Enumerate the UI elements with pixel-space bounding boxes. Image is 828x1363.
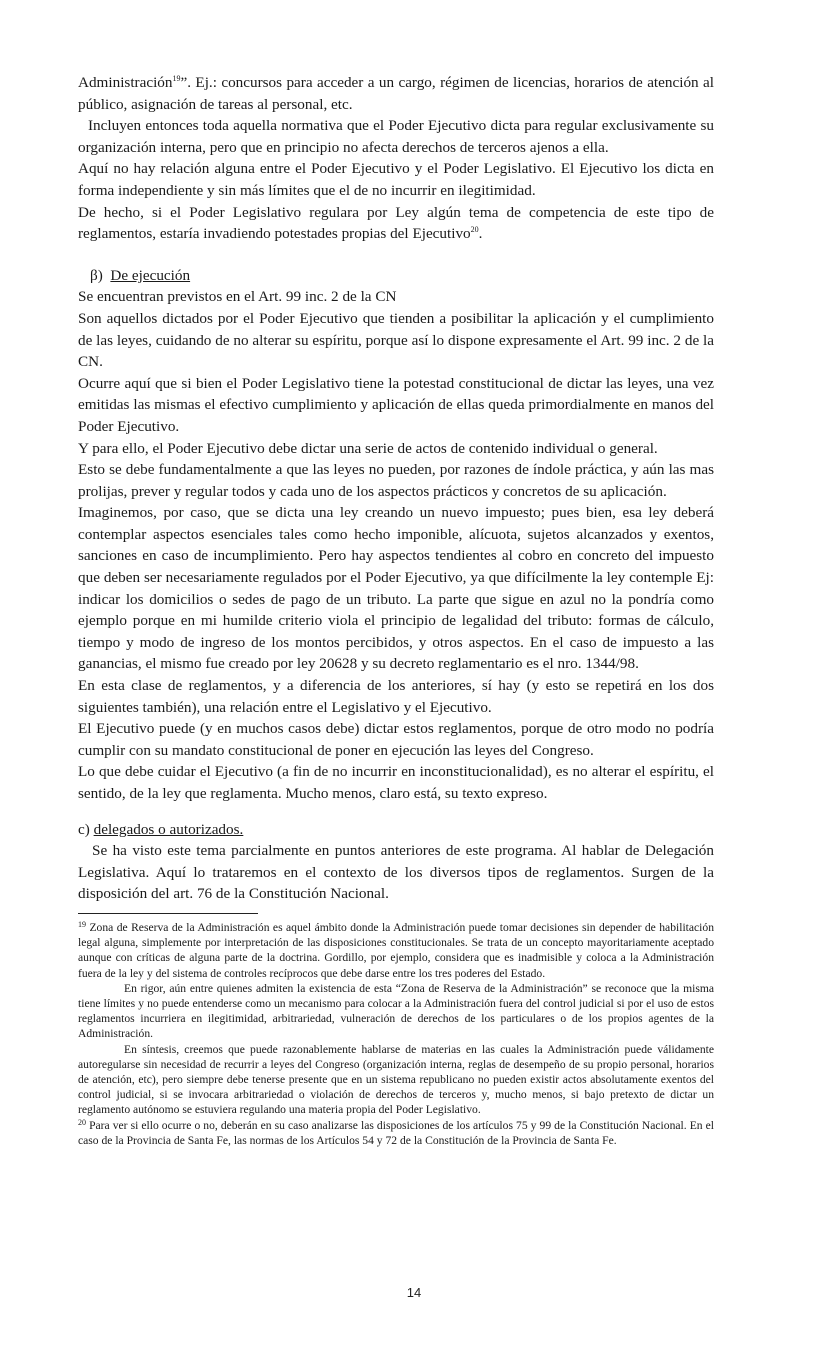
paragraph	[78, 202, 714, 245]
footnote-text: Para ver si ello ocurre o no, deberán en su caso analizarse las disposiciones de los artículos 75 y 99 de la Constitución Nacional. En el caso de la Provincia de Santa Fe, las normas de los Artículos 54 y 72 de la Constitución de la Provincia de Santa Fe.	[78, 1118, 714, 1147]
paragraph: Lo que debe cuidar el Ejecutivo (a fin de no incurrir en inconstitucionalidad), es no alterar el espíritu, el sentido, de la ley que reglamenta. Mucho menos, claro está, su texto expreso.	[78, 763, 714, 802]
footnote-19	[78, 920, 714, 981]
list-marker: β)	[90, 266, 103, 284]
paragraph: Se ha visto este tema parcialmente en puntos anteriores de este programa. Al hablar de Delegación Legislativa. Aquí lo trataremos en el contexto de los diversos tipos de reglamentos. Surgen de la disposición del art. 76 de la Constitución Nacional.	[78, 842, 714, 903]
section-heading-beta	[90, 265, 714, 287]
footnote-number: 19	[78, 919, 86, 929]
section-heading-c	[78, 819, 714, 841]
page-number: 14	[406, 1285, 422, 1300]
paragraph: Incluyen entonces toda aquella normativa que el Poder Ejecutivo dicta para regular exclusivamente su organización interna, pero que en principio no afecta derechos de terceros ajenos a ella.	[78, 117, 714, 156]
footnote-text: Zona de Reserva de la Administración es aquel ámbito donde la Administración puede tomar decisiones sin depender de habilitación legal alguna, simplemente por interpretación de las disposiciones constitucionales. Se trata de un concepto mayoritariamente aceptado aunque con críticas de alguna parte de la doctrina. Gordillo, por ejemplo, considera que es inadmisible y coloca a la Administración fuera de la ley y del sistema de controles recíprocos que debe darse entre los tres poderes del Estado.	[78, 920, 714, 980]
footnote-20	[78, 1118, 714, 1148]
document-page	[78, 72, 714, 1148]
footnotes	[78, 920, 714, 1148]
paragraph: Y para ello, el Poder Ejecutivo debe dictar una serie de actos de contenido individual o general.	[78, 439, 658, 457]
list-marker: c)	[78, 820, 90, 838]
paragraph: Aquí no hay relación alguna entre el Poder Ejecutivo y el Poder Legislativo. El Ejecutivo los dicta en forma independiente y sin más límites que el de no incurrir en ilegitimidad.	[78, 160, 714, 199]
footnote-19-paragraph: En rigor, aún entre quienes admiten la existencia de esta “Zona de Reserva de la Administración” se reconoce que la misma tiene límites y no puede entenderse como un mecanismo para colocar a la Administración fuera del control judicial si por el uso de estos reglamentos incurriera en ilegitimidad, arbitrariedad, vulneración de derechos de los particulares o de los propios agentes de la Administración.	[78, 981, 714, 1041]
footnote-ref-19[interactable]: 19	[172, 74, 181, 83]
paragraph: El Ejecutivo puede (y en muchos casos debe) dictar estos reglamentos, porque de otro modo no podría cumplir con su mandato constitucional de poner en ejecución las leyes del Congreso.	[78, 720, 714, 759]
paragraph: Esto se debe fundamentalmente a que las leyes no pueden, por razones de índole práctica, y aún las mas prolijas, prever y regular todos y cada uno de los aspectos prácticos y concretos de su aplicación.	[78, 461, 714, 500]
paragraph: Ocurre aquí que si bien el Poder Legislativo tiene la potestad constitucional de dictar las leyes, una vez emitidas las mismas el efectivo cumplimiento y aplicación de ellas queda primordialmente en manos del Poder Ejecutivo.	[78, 374, 714, 435]
paragraph: Son aquellos dictados por el Poder Ejecutivo que tienden a posibilitar la aplicación y el cumplimiento de las leyes, cuidando de no alterar su espíritu, porque así lo dispone expresamente el Art. 99 inc. 2 de la CN.	[78, 309, 714, 371]
paragraph: Imaginemos, por caso, que se dicta una ley creando un nuevo impuesto; pues bien, esa ley deberá contemplar aspectos esenciales tales como hecho imponible, alícuota, sujetos alcanzados y exentos, sanciones en caso de incumplimiento. Pero hay aspectos tendientes al cobro en concreto del impuesto que deben ser necesariamente regulados por el Poder Ejecutivo, ya que difícilmente la ley contemple Ej: indicar los domicilios o sedes de pago de un tributo. La parte que sigue en azul no la pondría como ejemplo porque en mi humilde criterio viola el principio de legalidad del tributo: formas de cálculo, tiempo y modo de ingreso de los montos percibidos, y otros aspectos. En el caso de impuesto a las ganancias, el mismo fue creado por ley 20628 y su decreto reglamentario es el nro. 1344/98.	[78, 504, 714, 673]
paragraph	[78, 72, 714, 115]
paragraph: En esta clase de reglamentos, y a diferencia de los anteriores, sí hay (y esto se repetirá en los dos siguientes también), una relación entre el Legislativo y el Ejecutivo.	[78, 677, 714, 716]
footnote-number: 20	[78, 1117, 86, 1127]
heading-text: De ejecución	[110, 266, 191, 284]
heading-text: delegados o autorizados.	[93, 820, 244, 838]
footnote-ref-20[interactable]: 20	[470, 225, 479, 235]
text-run: Administración	[78, 74, 173, 91]
footnote-separator	[78, 913, 258, 914]
paragraph: Se encuentran previstos en el Art. 99 inc. 2 de la CN	[78, 288, 397, 306]
text-run: De hecho, si el Poder Legislativo regulara por Ley algún tema de competencia de este tipo de reglamentos, estaría invadiendo potestades propias del Ejecutivo	[78, 203, 714, 243]
text-run: ”. Ej.: concursos para acceder a un cargo, régimen de licencias, horarios de atención al público, asignación de tareas al personal, etc.	[78, 74, 714, 113]
footnote-19-paragraph: En síntesis, creemos que puede razonablemente hablarse de materias en las cuales la Administración puede válidamente autoregularse sin necesidad de recurrir a leyes del Congreso (organización interna, reglas de desempeño de su propio personal, horarios de atención, etc), pero siempre debe tenerse presente que en un sistema republicano no pueden existir actos absolutamente exentos del control judicial, si se invocara arbitrariedad o violación de derechos de terceros y, mucho menos, si bajo pretexto de dictar un reglamento autónomo se estuviera regulando una materia propia del Poder Legislativo.	[78, 1042, 714, 1117]
text-run: .	[478, 225, 483, 243]
